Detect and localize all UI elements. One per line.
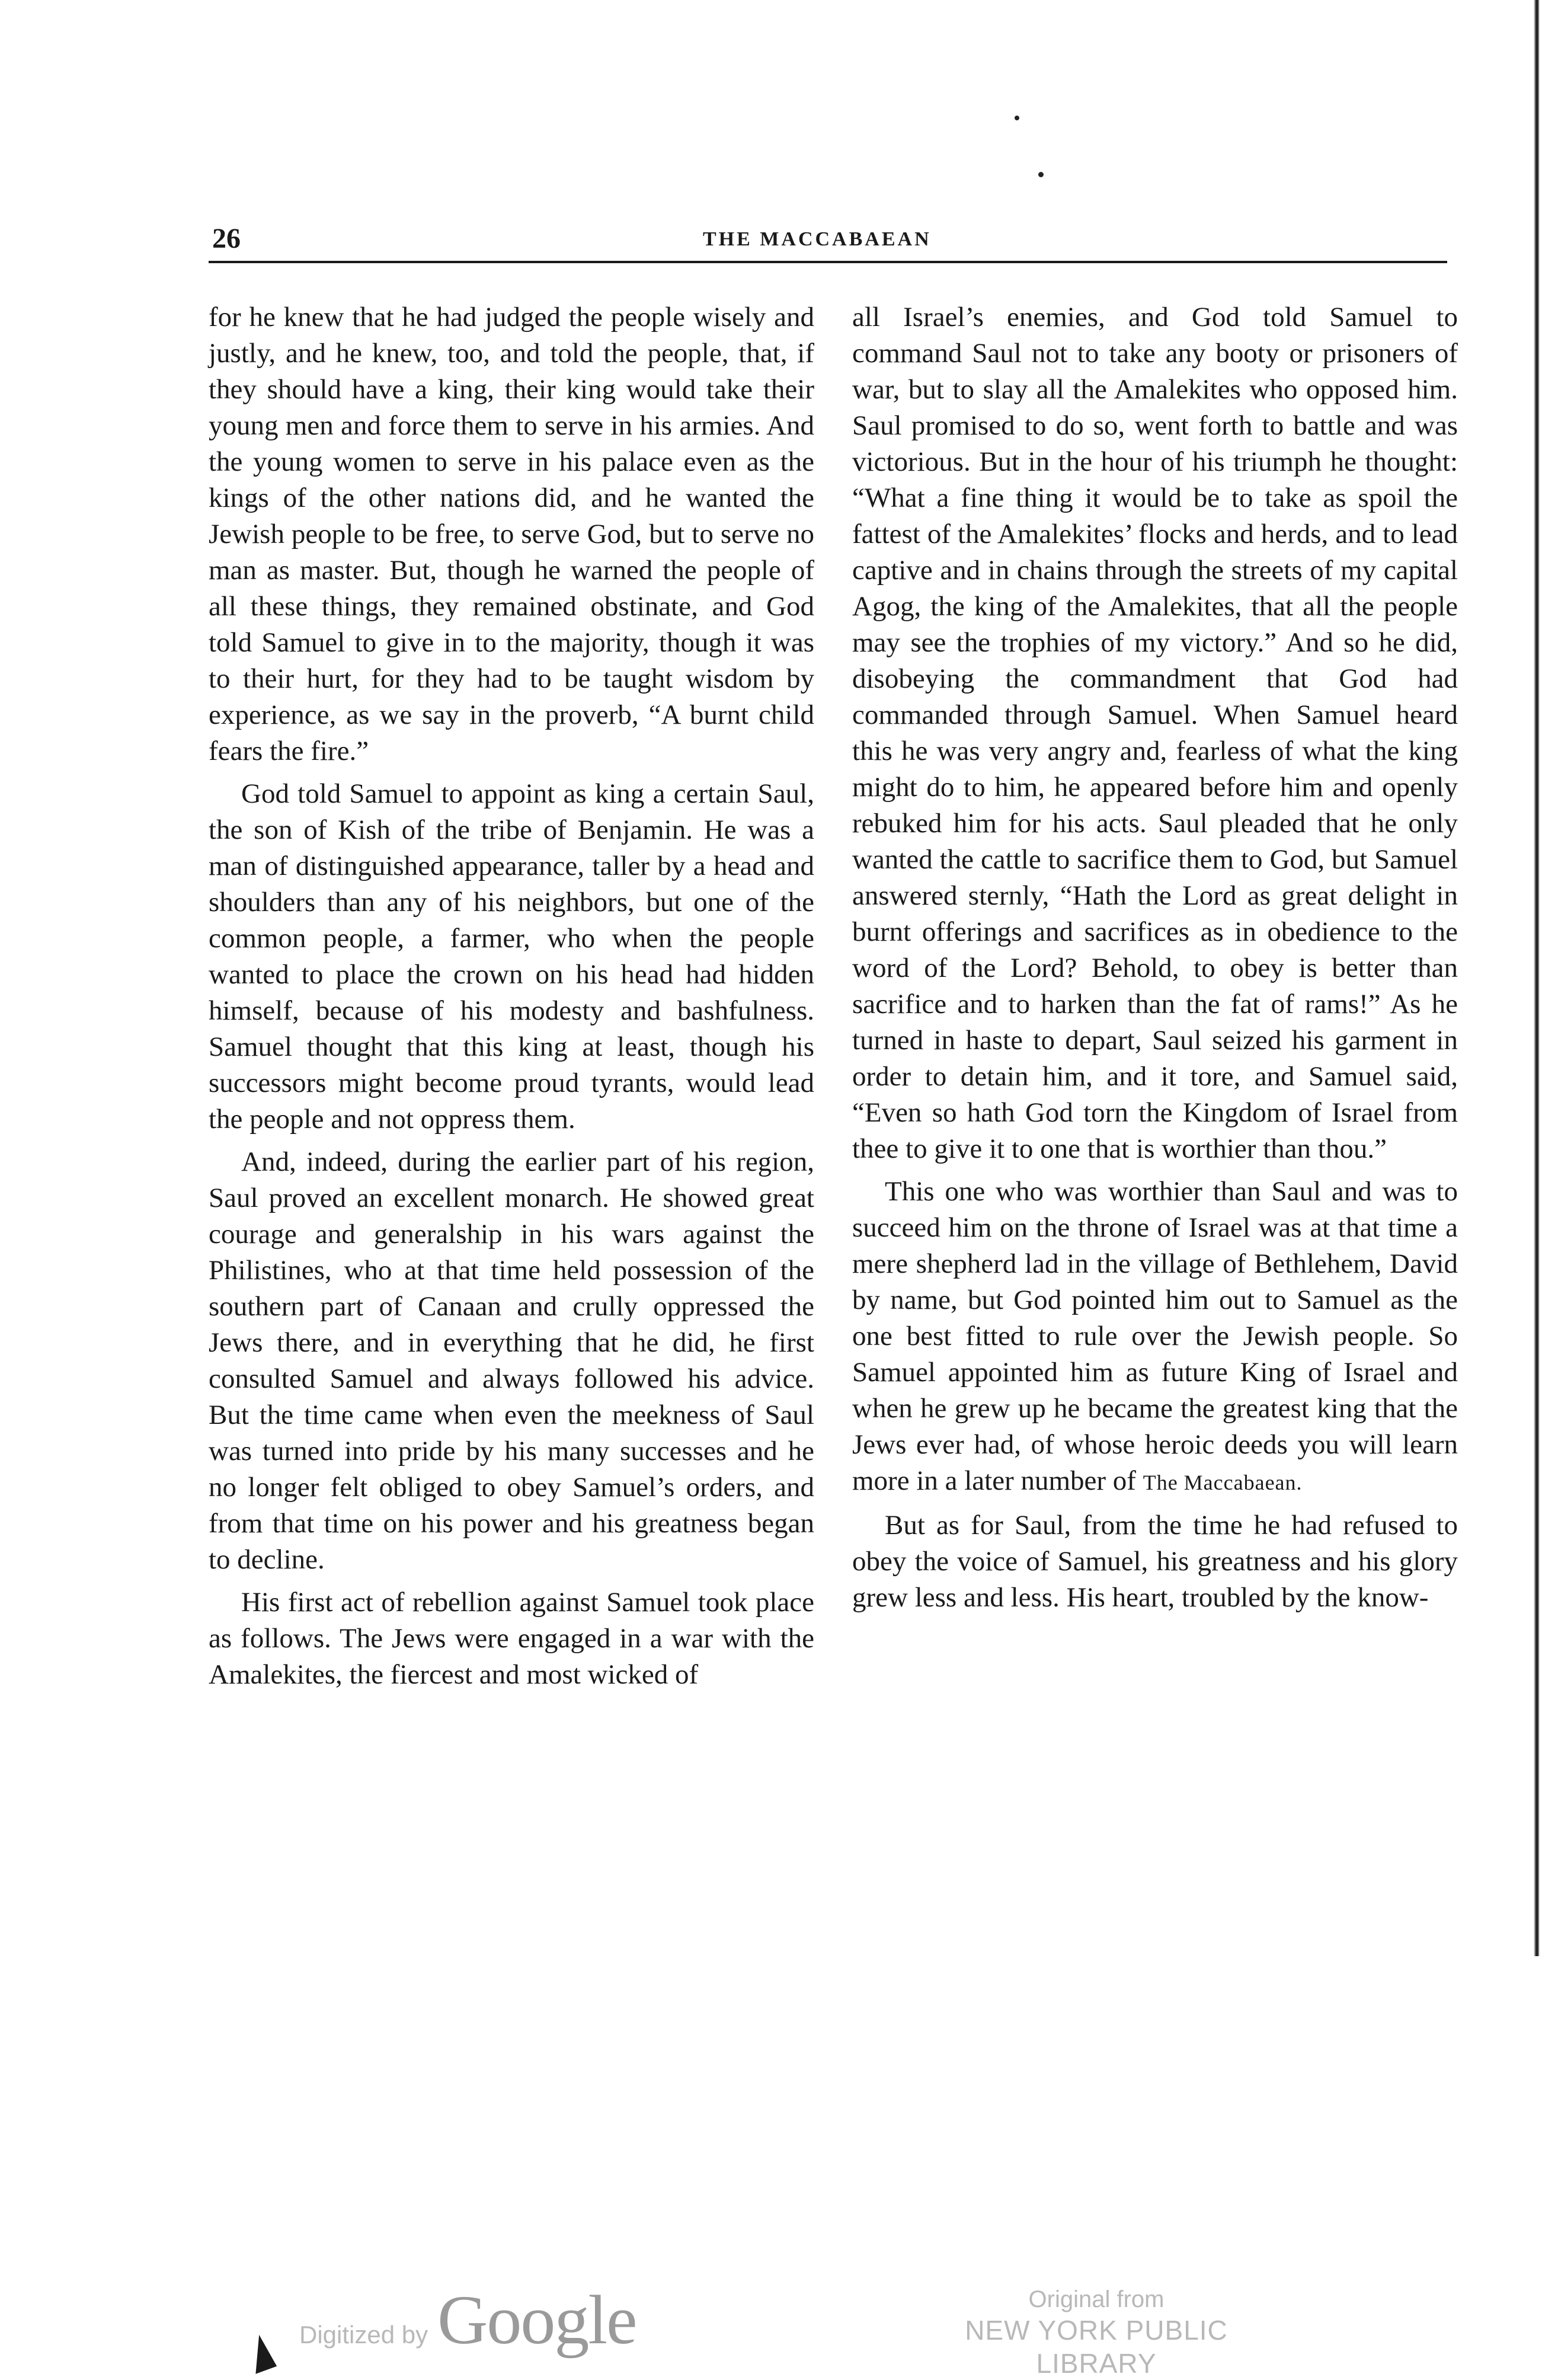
library-watermark (907, 2285, 1286, 2380)
paragraph: all Israel’s enemies, and God told Samuel to command Saul not to take any booty or prisoners of war, but to slay all the Amalekites who opposed him. Saul promised to do so, went forth to battle and was victorious. But in the hour of his triumph he thought: “What a fine thing it would be to take as spoil the fattest of the Amalekites’ flocks and herds, and to lead captive and in chains through the streets of my capital Agog, the king of the Amalekites, that all the people may see the trophies of my victory.” And so he did, disobeying the commandment that God had commanded through Samuel. When Samuel heard this he was very angry and, fearless of what the king might do to him, he appeared before him and openly rebuked him for his acts. Saul pleaded that he only wanted the cattle to sacrifice them to God, but Samuel answered sternly, “Hath the Lord as great delight in burnt offerings and sacrifices as in obedience to the word of the Lord? Behold, to obey is better than sacrifice and to harken than the fat of rams!” As he turned in haste to depart, Saul seized his garment in order to detain him, and it tore, and Samuel said, “Even so hath God torn the Kingdom of Israel from thee to give it to one that is worthier than thou.” (852, 302, 1458, 1164)
page-corner-mark (244, 2333, 277, 2373)
original-from-label: Original from (1028, 2286, 1164, 2312)
paragraph: And, indeed, during the earlier part of his region, Saul proved an excellent monarch. He showed great courage and generalship in his wars against the Philistines, who at that time held possession of the southern part of Canaan and crully oppressed the Jews there, and in everything that he did, he first consulted Samuel and always followed his advice. But the time came when even the meekness of Saul was turned into pride by his many successes and he no longer felt obliged to obey Samuel’s orders, and from that time on his power and his greatness began to decline. (209, 1146, 814, 1575)
paragraph-text: This one who was worthier than Saul and was to succeed him on the throne of Israel was at that time a mere shepherd lad in the village of Bethlehem, David by name, but God pointed him out to Samuel as the one best fitted to rule over the Jewish people. So Samuel appointed him as future King of Israel and when he grew up he became the greatest king that the Jews ever had, of whose heroic deeds you will learn more in a later number of (852, 1176, 1458, 1496)
digitized-by-watermark (299, 2280, 636, 2360)
paragraph (852, 1174, 1458, 1501)
paragraph: His first act of rebellion against Samuel took place as follows. The Jews were engaged in a war with the Amalekites, the fiercest and most wicked of (209, 1587, 814, 1690)
header-rule (209, 261, 1447, 263)
paragraph: for he knew that he had judged the people wisely and justly, and he knew, too, and told the people, that, if they should have a king, their king would take their young men and force them to serve in his armies. And the young women to serve in his palace even as the kings of the other nations did, and he wanted the Jewish people to be free, to serve God, but to serve no man as master. But, though he warned the people of all these things, they remained obstinate, and God told Samuel to give in to the majority, though it was to their hurt, for they had to be taught wisdom by experience, as we say in the proverb, “A burnt child fears the fire.” (209, 302, 814, 766)
right-column (852, 299, 1458, 1622)
library-name: NEW YORK PUBLIC LIBRARY (965, 2315, 1228, 2379)
ink-speck (1015, 116, 1019, 120)
page-number: 26 (212, 223, 241, 254)
left-column (209, 299, 814, 1699)
paragraph: But as for Saul, from the time he had refused to obey the voice of Samuel, his greatness and his glory grew less and less. His heart, troubled by the know- (852, 1510, 1458, 1613)
paragraph: God told Samuel to appoint as king a certain Saul, the son of Kish of the tribe of Benjamin. He was a man of distinguished appearance, taller by a head and shoulders than any of his neighbors, but one of the common people, a farmer, who when the people wanted to place the crown on his head had hidden himself, because of his modesty and bashfulness. Samuel thought that this king at least, though his successors might become proud tyrants, would lead the people and not oppress them. (209, 778, 814, 1135)
digitized-by-label: Digitized by (299, 2321, 428, 2349)
running-title: THE MACCABAEAN (703, 228, 932, 250)
google-logo: Google (437, 2281, 636, 2359)
ink-speck (1038, 172, 1044, 177)
small-caps-title: The Maccabaean. (1143, 1471, 1303, 1494)
page-edge-shadow (1534, 0, 1540, 1956)
